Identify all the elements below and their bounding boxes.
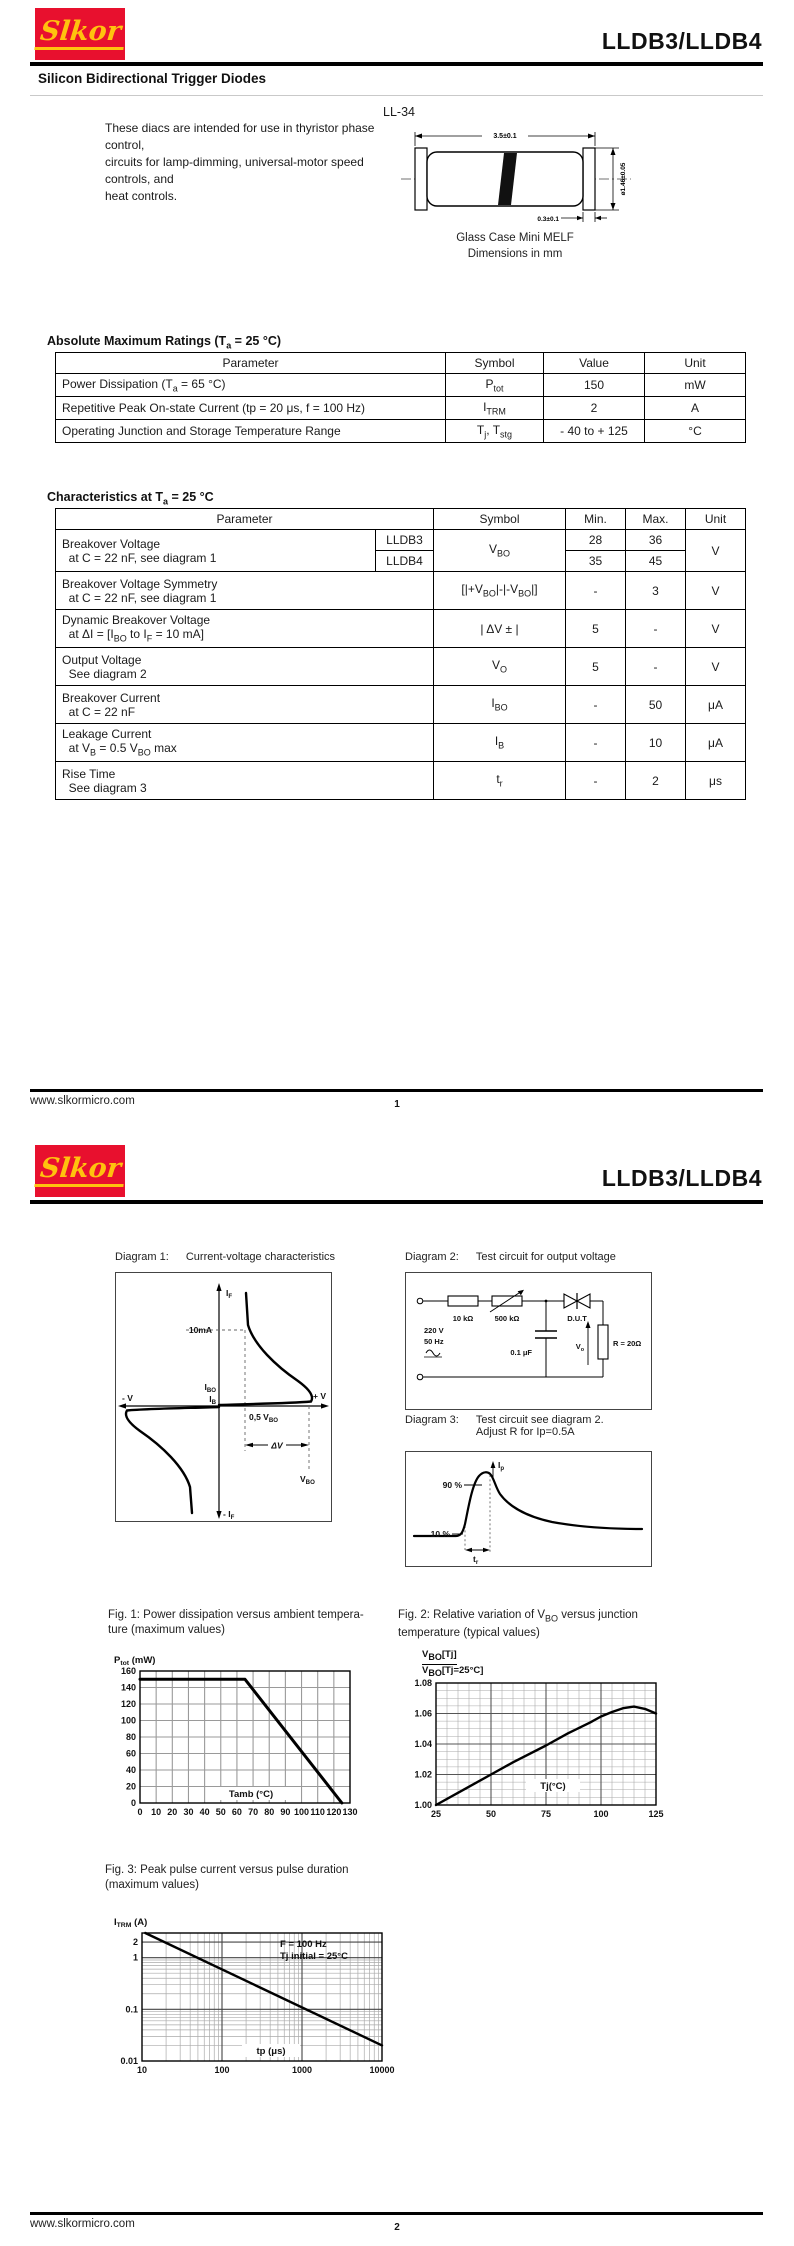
fig1-caption-line1: Fig. 1: Power dissipation versus ambient tempera- bbox=[108, 1609, 364, 1621]
diagram1-heading bbox=[115, 1251, 335, 1263]
cell-min: - bbox=[566, 572, 626, 610]
svg-text:40: 40 bbox=[199, 1807, 210, 1817]
label-90-percent: 90 % bbox=[442, 1480, 462, 1490]
cell-parameter: Repetitive Peak On-state Current (tp = 20 μs, f = 100 Hz) bbox=[56, 397, 446, 420]
label-dut: D.U.T bbox=[567, 1314, 587, 1323]
svg-text:125: 125 bbox=[648, 1809, 664, 1819]
abs-max-col-parameter: Parameter bbox=[56, 353, 446, 374]
cell-unit: °C bbox=[645, 420, 746, 443]
label-10-percent: 10 % bbox=[430, 1529, 450, 1539]
cell-max: - bbox=[626, 610, 686, 648]
diagram3-box bbox=[405, 1451, 652, 1567]
svg-text:50: 50 bbox=[485, 1809, 497, 1819]
cell-max: 45 bbox=[626, 551, 686, 572]
output-voltage-test-circuit bbox=[406, 1273, 651, 1409]
cell-value: 150 bbox=[544, 374, 645, 397]
label-v-negative: - V bbox=[122, 1393, 133, 1403]
cell-max: 3 bbox=[626, 572, 686, 610]
diac-symbol bbox=[564, 1294, 577, 1308]
svg-text:Ptot (mW): $P_{tot}$ (mW) bbox=[114, 1655, 156, 1667]
cell-symbol: $I_B$ bbox=[434, 724, 566, 762]
iv-curve-quadrant3 bbox=[126, 1407, 219, 1513]
part-number-title: LLDB3/LLDB4 bbox=[601, 1165, 762, 1191]
svg-text:25: 25 bbox=[430, 1809, 442, 1819]
part-number-title: LLDB3/LLDB4 bbox=[601, 28, 762, 54]
table-row-breakover-lldb3 bbox=[56, 530, 746, 551]
cell-parameter: Breakover Voltage Symmetry at C = 22 nF, see diagram 1 bbox=[56, 572, 434, 610]
label-ibo: $I_{BO}$ bbox=[204, 1382, 216, 1394]
dim-width-label: 3.5±0.1 bbox=[493, 133, 517, 140]
svg-text:160: 160 bbox=[120, 1666, 136, 1676]
cell-parameter: Output Voltage See diagram 2 bbox=[56, 648, 434, 686]
char-col-min: Min. bbox=[566, 509, 626, 530]
char-col-max: Max. bbox=[626, 509, 686, 530]
cell-value: - 40 to + 125 bbox=[544, 420, 645, 443]
cell-min: - bbox=[566, 686, 626, 724]
header-rule bbox=[30, 62, 763, 66]
svg-text:90: 90 bbox=[280, 1807, 291, 1817]
svg-text:1.08: 1.08 bbox=[414, 1678, 432, 1688]
diagram2-box bbox=[405, 1272, 652, 1410]
cell-symbol: $I_{TRM}$ bbox=[446, 397, 544, 420]
cell-symbol: $t_r$ bbox=[434, 762, 566, 800]
svg-text:20: 20 bbox=[167, 1807, 178, 1817]
abs-max-title: Absolute Maximum Ratings ($T_a = 25$ °C) bbox=[47, 334, 282, 351]
footer-website[interactable]: www.slkormicro.com bbox=[30, 1095, 135, 1107]
fig3-caption bbox=[105, 1863, 405, 1892]
fig2-vbo-variation-chart bbox=[388, 1675, 672, 1833]
label-r2: 500 kΩ bbox=[494, 1314, 520, 1323]
cell-parameter: Dynamic Breakover Voltage at $\Delta I = [I_{BO}$ to $I_F = 10$ mA] bbox=[56, 610, 434, 648]
svg-text:1.00: 1.00 bbox=[414, 1800, 432, 1810]
svg-text:110: 110 bbox=[310, 1807, 325, 1817]
fig3-caption-line2: (maximum values) bbox=[105, 1878, 199, 1891]
fig1-caption-line2: ture (maximum values) bbox=[108, 1623, 225, 1636]
cell-unit: V bbox=[686, 572, 746, 610]
fig1-power-dissipation-chart bbox=[100, 1651, 362, 1831]
intro-line-3: heat controls. bbox=[105, 189, 178, 203]
fig2-frac-bottom: $V_{BO}[Tj=25^\circ C]$ bbox=[422, 1664, 484, 1678]
label-ib: $I_B$ bbox=[209, 1394, 216, 1406]
load-resistor bbox=[598, 1325, 608, 1359]
cell-parameter: Breakover Voltage at C = 22 nF, see diagram 1 bbox=[56, 530, 376, 572]
subtitle-hairline bbox=[30, 95, 763, 96]
cell-symbol: $I_{BO}$ bbox=[434, 686, 566, 724]
svg-text:40: 40 bbox=[125, 1765, 136, 1775]
cell-parameter: Rise Time See diagram 3 bbox=[56, 762, 434, 800]
svg-text:F = 100 Hz: F = 100 Hz bbox=[280, 1939, 327, 1950]
footer-website[interactable]: www.slkormicro.com bbox=[30, 2218, 135, 2230]
svg-text:tp (μs): tp (μs) bbox=[256, 2046, 286, 2057]
page-title: Silicon Bidirectional Trigger Diodes bbox=[38, 71, 267, 86]
fig2-caption-line1: Fig. 2: Relative variation of $V_{BO}$ versus junction bbox=[398, 1609, 638, 1624]
fig2-caption bbox=[398, 1608, 670, 1640]
dim-cap-label: 0.3±0.1 bbox=[537, 216, 559, 223]
label-vo: $V_o$ bbox=[575, 1342, 584, 1353]
table-row bbox=[56, 686, 746, 724]
svg-text:0: 0 bbox=[130, 1798, 136, 1808]
intro-line-1: These diacs are intended for use in thyristor phase control, bbox=[105, 121, 375, 152]
svg-text:10000: 10000 bbox=[369, 2065, 395, 2075]
svg-text:120: 120 bbox=[326, 1807, 342, 1817]
cell-parameter: Leakage Current at $V_B = 0.5$ $V_{BO}$ max bbox=[56, 724, 434, 762]
char-header-row bbox=[56, 509, 746, 530]
abs-max-col-value: Value bbox=[544, 353, 645, 374]
char-col-symbol: Symbol bbox=[434, 509, 566, 530]
svg-text:10: 10 bbox=[136, 2065, 148, 2075]
ac-source-icon bbox=[426, 1350, 440, 1356]
iv-curve-quadrant1 bbox=[219, 1293, 312, 1405]
cell-max: 50 bbox=[626, 686, 686, 724]
diagram3-title-line1: Test circuit see diagram 2. bbox=[475, 1414, 604, 1426]
label-source-voltage: 220 V bbox=[424, 1326, 444, 1335]
cell-parameter: Breakover Current at C = 22 nF bbox=[56, 686, 434, 724]
diagram3-label: Diagram 3: bbox=[405, 1414, 459, 1426]
svg-text:1000: 1000 bbox=[291, 2065, 313, 2075]
characteristics-table bbox=[55, 508, 746, 800]
label-capacitor: 0.1 μF bbox=[510, 1348, 532, 1357]
diagram1-label: Diagram 1: bbox=[115, 1251, 169, 1263]
cell-max: 10 bbox=[626, 724, 686, 762]
svg-text:Tamb (°C): Tamb (°C) bbox=[228, 1789, 274, 1800]
svg-text:50: 50 bbox=[215, 1807, 226, 1817]
svg-text:80: 80 bbox=[264, 1807, 275, 1817]
svg-text:100: 100 bbox=[120, 1715, 136, 1726]
fig1-caption bbox=[108, 1608, 380, 1637]
svg-text:1.02: 1.02 bbox=[414, 1769, 432, 1780]
cell-min: 5 bbox=[566, 610, 626, 648]
label-if-negative: - $I_F$ bbox=[223, 1509, 235, 1521]
fig2-frac-top: $V_{BO}[Tj]$ bbox=[422, 1649, 457, 1665]
rise-time-waveform bbox=[406, 1452, 651, 1566]
svg-text:ITRM (A): $I_{TRM}$ (A) bbox=[114, 1917, 148, 1929]
package-name: LL-34 bbox=[383, 105, 415, 119]
svg-text:130: 130 bbox=[342, 1807, 358, 1817]
abs-max-header-row bbox=[56, 353, 746, 374]
cell-symbol: | ΔV ± | bbox=[434, 610, 566, 648]
svg-text:80: 80 bbox=[125, 1732, 136, 1742]
svg-text:100: 100 bbox=[593, 1809, 609, 1819]
label-delta-v: ΔV bbox=[271, 1440, 283, 1451]
label-source-frequency: 50 Hz bbox=[424, 1337, 444, 1346]
cell-symbol: $V_{BO}$ bbox=[434, 530, 566, 572]
table-row bbox=[56, 420, 746, 443]
abs-max-col-unit: Unit bbox=[645, 353, 746, 374]
svg-text:0.1: 0.1 bbox=[125, 2004, 138, 2015]
svg-text:Tj initial = 25°C: Tj initial = 25°C bbox=[280, 1951, 348, 1962]
dim-diameter-label: ø1.46±0.05 bbox=[620, 162, 627, 196]
intro-line-2: circuits for lamp-dimming, universal-motor speed controls, and bbox=[105, 155, 364, 186]
cell-max: 36 bbox=[626, 530, 686, 551]
footer-rule bbox=[30, 1089, 763, 1092]
cell-symbol: $P_{tot}$ bbox=[446, 374, 544, 397]
diagram1-title: Current-voltage characteristics bbox=[185, 1251, 336, 1263]
diagram3-title bbox=[476, 1414, 604, 1438]
package-caption-line2: Dimensions in mm bbox=[467, 248, 563, 260]
char-col-unit: Unit bbox=[686, 509, 746, 530]
diagram2-label: Diagram 2: bbox=[405, 1251, 459, 1263]
cell-parameter: Operating Junction and Storage Temperature Range bbox=[56, 420, 446, 443]
svg-text:0: 0 bbox=[137, 1807, 143, 1817]
page-number: 2 bbox=[394, 2222, 400, 2233]
table-row bbox=[56, 648, 746, 686]
cell-value: 2 bbox=[544, 397, 645, 420]
table-row bbox=[56, 762, 746, 800]
cell-min: 5 bbox=[566, 648, 626, 686]
svg-text:100: 100 bbox=[214, 2065, 230, 2075]
svg-text:60: 60 bbox=[125, 1748, 136, 1759]
label-v-positive: + V bbox=[313, 1391, 326, 1401]
table-row bbox=[56, 724, 746, 762]
cell-symbol: $[|+V_{BO}|-|-V_{BO}|]$ bbox=[434, 572, 566, 610]
page-number: 1 bbox=[394, 1099, 400, 1110]
slkor-logo bbox=[35, 8, 125, 60]
table-row bbox=[56, 397, 746, 420]
cell-unit: V bbox=[686, 530, 746, 572]
svg-text:Tj(°C): Tj(°C) bbox=[540, 1781, 566, 1792]
svg-text:20: 20 bbox=[125, 1781, 136, 1792]
svg-text:30: 30 bbox=[183, 1807, 194, 1817]
abs-max-col-symbol: Symbol bbox=[446, 353, 544, 374]
label-ip: $I_p$ bbox=[498, 1460, 505, 1472]
table-row bbox=[56, 610, 746, 648]
cell-min: - bbox=[566, 762, 626, 800]
cell-unit: mW bbox=[645, 374, 746, 397]
svg-text:1.06: 1.06 bbox=[414, 1708, 432, 1719]
label-tr: $t_r$ bbox=[473, 1554, 479, 1566]
diagram2-heading bbox=[405, 1251, 616, 1263]
cell-min: - bbox=[566, 724, 626, 762]
label-half-vbo: 0,5 $V_{BO}$ bbox=[249, 1412, 279, 1424]
diagram2-title: Test circuit for output voltage bbox=[475, 1251, 616, 1263]
label-if-positive: $I_F$ bbox=[226, 1288, 233, 1300]
svg-text:120: 120 bbox=[120, 1699, 136, 1709]
svg-text:100: 100 bbox=[294, 1807, 310, 1817]
package-drawing bbox=[385, 126, 645, 226]
cell-unit: μA bbox=[686, 724, 746, 762]
label-vbo: $V_{BO}$ bbox=[300, 1474, 315, 1486]
svg-text:10: 10 bbox=[151, 1807, 162, 1817]
cell-symbol: $T_j$, $T_{stg}$ bbox=[446, 420, 544, 443]
package-caption bbox=[385, 230, 645, 262]
abs-max-table bbox=[55, 352, 746, 443]
fig2-caption-line2: temperature (typical values) bbox=[398, 1626, 540, 1639]
header-rule bbox=[30, 1200, 763, 1204]
cell-min: 35 bbox=[566, 551, 626, 572]
slkor-logo-text: Slkor bbox=[34, 18, 126, 50]
cell-variant: LLDB4 bbox=[376, 551, 434, 572]
char-col-parameter: Parameter bbox=[56, 509, 434, 530]
cell-symbol: $V_O$ bbox=[434, 648, 566, 686]
cell-variant: LLDB3 bbox=[376, 530, 434, 551]
svg-text:60: 60 bbox=[231, 1807, 242, 1817]
intro-paragraph bbox=[105, 120, 395, 205]
table-row bbox=[56, 572, 746, 610]
footer-rule bbox=[30, 2212, 763, 2215]
svg-text:70: 70 bbox=[248, 1807, 259, 1817]
datasheet-page-2 bbox=[0, 1123, 794, 2246]
package-caption-line1: Glass Case Mini MELF bbox=[456, 232, 574, 244]
svg-text:1.04: 1.04 bbox=[414, 1739, 432, 1749]
table-row bbox=[56, 374, 746, 397]
cell-min: 28 bbox=[566, 530, 626, 551]
cell-unit: μs bbox=[686, 762, 746, 800]
cell-unit: V bbox=[686, 610, 746, 648]
fig3-caption-line1: Fig. 3: Peak pulse current versus pulse duration bbox=[105, 1864, 349, 1876]
diagram3-title-line2: Adjust R for Ip=0.5A bbox=[475, 1426, 575, 1438]
svg-text:75: 75 bbox=[540, 1809, 552, 1819]
svg-text:1: 1 bbox=[132, 1952, 138, 1963]
resistor-10k bbox=[448, 1296, 478, 1306]
label-r1: 10 kΩ bbox=[452, 1314, 474, 1323]
label-10ma: 10mA bbox=[188, 1325, 212, 1335]
cell-unit: V bbox=[686, 648, 746, 686]
iv-characteristics-diagram bbox=[116, 1273, 331, 1521]
characteristics-title: Characteristics at $T_a = 25$ °C bbox=[47, 490, 214, 507]
cell-max: - bbox=[626, 648, 686, 686]
fig3-peak-pulse-current-chart bbox=[100, 1913, 400, 2085]
cell-max: 2 bbox=[626, 762, 686, 800]
cell-unit: μA bbox=[686, 686, 746, 724]
slkor-logo-text: Slkor bbox=[34, 1155, 126, 1187]
svg-text:2: 2 bbox=[132, 1937, 138, 1948]
diagram3-heading bbox=[405, 1414, 604, 1438]
svg-text:0.01: 0.01 bbox=[120, 2056, 138, 2066]
slkor-logo bbox=[35, 1145, 125, 1197]
label-load-resistor: R = 20Ω bbox=[613, 1339, 642, 1348]
svg-text:140: 140 bbox=[120, 1682, 136, 1693]
cell-unit: A bbox=[645, 397, 746, 420]
cell-parameter: Power Dissipation ($T_a = 65$ °C) bbox=[56, 374, 446, 397]
diagram1-box bbox=[115, 1272, 332, 1522]
